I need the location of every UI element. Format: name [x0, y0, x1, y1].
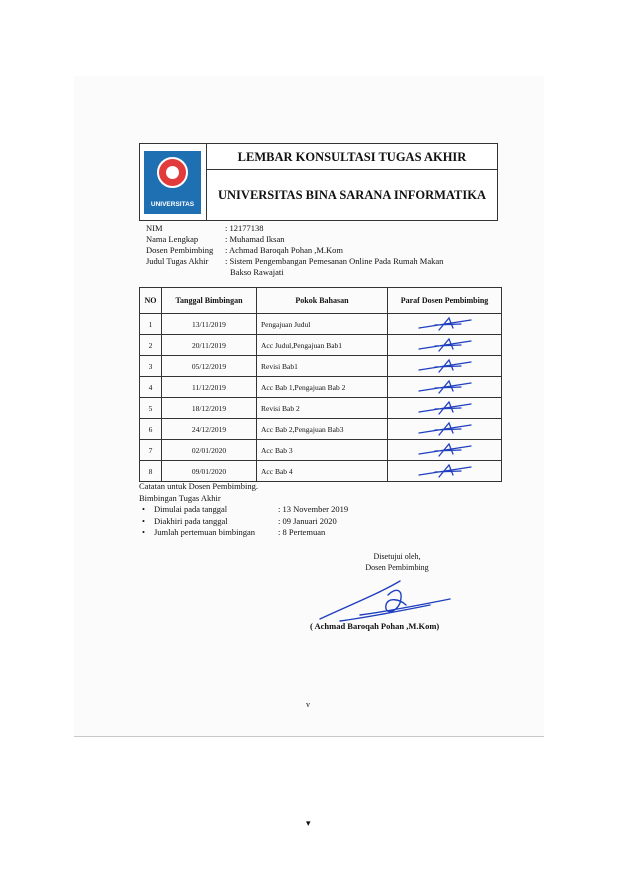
document-header	[139, 143, 498, 221]
col-header-date: Tanggal Bimbingan	[162, 288, 257, 314]
row-topic: Acc Bab 1,Pengajuan Bab 2	[257, 377, 388, 398]
row-signature	[388, 335, 502, 356]
row-no: 4	[140, 377, 162, 398]
name-label: Nama Lengkap	[146, 234, 199, 244]
count-label: Jumlah pertemuan bimbingan	[154, 527, 256, 537]
row-signature	[388, 419, 502, 440]
page-number: v	[306, 700, 310, 709]
notes-line1: Catatan untuk Dosen Pembimbing.	[139, 481, 258, 491]
bullet-icon: •	[142, 527, 145, 537]
advisor-value: : Achmad Baroqah Pohan ,M.Kom	[225, 245, 344, 255]
approval-block	[352, 551, 442, 573]
approval-line1: Disetujui oleh,	[373, 552, 421, 561]
row-date: 11/12/2019	[162, 377, 257, 398]
logo-text: UNIVERSITAS	[150, 201, 195, 208]
student-info	[146, 223, 470, 278]
signer-name: ( Achmad Baroqah Pohan ,M.Kom)	[310, 621, 440, 631]
signature-icon	[415, 379, 475, 395]
table-row	[140, 377, 502, 398]
university-name: UNIVERSITAS BINA SARANA INFORMATIKA	[218, 188, 486, 202]
row-topic: Acc Bab 3	[257, 440, 388, 461]
row-no: 2	[140, 335, 162, 356]
row-signature	[388, 377, 502, 398]
advisor-label: Dosen Pembimbing	[146, 245, 214, 255]
signature-icon	[415, 358, 475, 374]
end-value: : 09 Januari 2020	[278, 515, 337, 526]
row-date: 13/11/2019	[162, 314, 257, 335]
nim-value: : 12177138	[225, 223, 264, 233]
row-signature	[388, 398, 502, 419]
seal-icon	[157, 157, 188, 188]
row-signature	[388, 461, 502, 482]
signature-icon	[415, 421, 475, 437]
signature-icon	[415, 442, 475, 458]
row-no: 8	[140, 461, 162, 482]
bullet-icon: •	[142, 515, 145, 526]
notes-line2: Bimbingan Tugas Akhir	[139, 492, 221, 503]
table-row	[140, 335, 502, 356]
advisor-signature-icon	[300, 575, 460, 627]
bullet-icon: •	[142, 504, 145, 514]
table-row	[140, 419, 502, 440]
table-row	[140, 440, 502, 461]
approval-line2: Dosen Pembimbing	[365, 563, 429, 572]
row-signature	[388, 314, 502, 335]
thesis-value-cont: Bakso Rawajati	[230, 267, 284, 277]
row-date: 09/01/2020	[162, 461, 257, 482]
page-marker: ▾	[306, 818, 311, 828]
signature-icon	[415, 316, 475, 332]
row-signature	[388, 356, 502, 377]
nim-label: NIM	[146, 223, 163, 233]
row-topic: Revisi Bab 2	[257, 398, 388, 419]
row-date: 18/12/2019	[162, 398, 257, 419]
col-header-signature: Paraf Dosen Pembimbing	[388, 288, 502, 314]
count-value: : 8 Pertemuan	[278, 527, 326, 537]
row-no: 6	[140, 419, 162, 440]
row-no: 1	[140, 314, 162, 335]
document-title: LEMBAR KONSULTASI TUGAS AKHIR	[237, 150, 467, 164]
col-header-topic: Pokok Bahasan	[257, 288, 388, 314]
signature-icon	[415, 400, 475, 416]
row-no: 7	[140, 440, 162, 461]
consultation-table	[139, 287, 502, 482]
signature-icon	[415, 463, 475, 479]
row-date: 05/12/2019	[162, 356, 257, 377]
row-signature	[388, 440, 502, 461]
table-row	[140, 356, 502, 377]
university-logo	[144, 151, 201, 214]
table-row	[140, 398, 502, 419]
notes-section	[139, 481, 348, 539]
start-value: : 13 November 2019	[278, 504, 349, 514]
thesis-value: : Sistem Pengembangan Pemesanan Online Pada Rumah Makan	[225, 256, 444, 266]
row-topic: Acc Bab 4	[257, 461, 388, 482]
start-label: Dimulai pada tanggal	[154, 504, 228, 514]
table-row	[140, 461, 502, 482]
row-topic: Revisi Bab1	[257, 356, 388, 377]
table-row	[140, 314, 502, 335]
row-date: 24/12/2019	[162, 419, 257, 440]
thesis-label: Judul Tugas Akhir	[146, 256, 209, 266]
row-topic: Acc Judul,Pengajuan Bab1	[257, 335, 388, 356]
signature-icon	[415, 337, 475, 353]
col-header-no: NO	[140, 288, 162, 314]
row-no: 3	[140, 356, 162, 377]
row-date: 02/01/2020	[162, 440, 257, 461]
row-no: 5	[140, 398, 162, 419]
end-label: Diakhiri pada tanggal	[154, 515, 228, 526]
row-date: 20/11/2019	[162, 335, 257, 356]
name-value: : Muhamad Iksan	[225, 234, 285, 244]
row-topic: Acc Bab 2,Pengajuan Bab3	[257, 419, 388, 440]
row-topic: Pengajuan Judul	[257, 314, 388, 335]
